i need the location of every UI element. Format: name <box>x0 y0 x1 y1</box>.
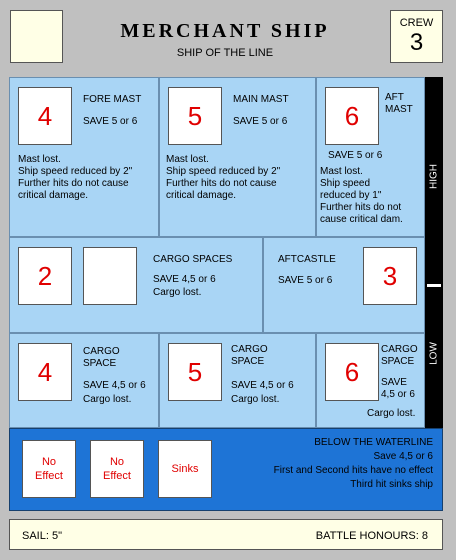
high-label: HIGH <box>428 164 440 189</box>
main-mast-number: 5 <box>168 87 222 145</box>
cargo-space-2-label: CARGO SPACE <box>231 344 268 367</box>
ship-title: MERCHANT SHIP <box>120 20 330 42</box>
aft-mast-section[interactable] <box>316 77 425 237</box>
waterline-save: Save 4,5 or 6 <box>373 451 433 462</box>
ship-board <box>9 77 443 511</box>
cargo-spaces-label: CARGO SPACES <box>153 254 233 265</box>
cargo-space-2-save: SAVE 4,5 or 6 <box>231 380 294 391</box>
cargo-space-3-section[interactable] <box>316 333 425 428</box>
cargo-spaces-number: 2 <box>18 247 72 305</box>
fore-mast-section[interactable] <box>9 77 159 237</box>
height-marker <box>427 284 441 287</box>
cargo-space-2-effect: Cargo lost. <box>231 394 280 405</box>
aft-mast-effect: Mast lost. Ship speed reduced by 1" Further hits do not cause critical dam. <box>320 166 403 225</box>
fore-mast-save: SAVE 5 or 6 <box>83 116 138 127</box>
cargo-space-3-label: CARGO SPACE <box>381 344 418 367</box>
aftcastle-section[interactable] <box>263 237 425 333</box>
crew-box <box>390 10 443 63</box>
cargo-space-1-effect: Cargo lost. <box>83 394 132 405</box>
crew-label: CREW <box>399 17 434 29</box>
cargo-space-1-save: SAVE 4,5 or 6 <box>83 380 146 391</box>
waterline-line2: Third hit sinks ship <box>350 479 433 490</box>
cargo-space-3-effect: Cargo lost. <box>367 408 416 419</box>
cargo-space-2-section[interactable] <box>159 333 316 428</box>
cargo-space-2-number: 5 <box>168 343 222 401</box>
aftcastle-save: SAVE 5 or 6 <box>278 275 333 286</box>
main-mast-label: MAIN MAST <box>233 94 289 105</box>
waterline-hit-2[interactable]: No Effect <box>90 440 144 498</box>
low-label: LOW <box>428 342 440 365</box>
sail-value: SAIL: 5" <box>22 530 62 542</box>
cargo-spaces-section[interactable] <box>9 237 263 333</box>
waterline-title: BELOW THE WATERLINE <box>314 437 433 448</box>
waterline-line1: First and Second hits have no effect <box>273 465 433 476</box>
cargo-spaces-empty-box <box>83 247 137 305</box>
fore-mast-label: FORE MAST <box>83 94 142 105</box>
cargo-spaces-effect: Cargo lost. <box>153 287 202 298</box>
footer-bar <box>9 519 443 550</box>
battle-honours-value: BATTLE HONOURS: 8 <box>315 530 428 542</box>
main-mast-effect: Mast lost. Ship speed reduced by 2" Further hits do not cause critical damage. <box>166 154 281 201</box>
cargo-space-1-label: CARGO SPACE <box>83 346 120 369</box>
below-waterline-section[interactable] <box>9 428 443 511</box>
main-mast-section[interactable] <box>159 77 316 237</box>
aftcastle-label: AFTCASTLE <box>278 254 336 265</box>
aftcastle-number: 3 <box>363 247 417 305</box>
cargo-space-1-section[interactable] <box>9 333 159 428</box>
aft-mast-number: 6 <box>325 87 379 145</box>
main-mast-save: SAVE 5 or 6 <box>233 116 288 127</box>
cargo-space-1-number: 4 <box>18 343 72 401</box>
fore-mast-number: 4 <box>18 87 72 145</box>
cargo-space-3-number: 6 <box>325 343 379 401</box>
cargo-spaces-save: SAVE 4,5 or 6 <box>153 274 216 285</box>
crew-value: 3 <box>409 29 424 56</box>
cargo-space-3-save: SAVE 4,5 or 6 <box>381 377 415 400</box>
aft-mast-save: SAVE 5 or 6 <box>328 150 383 161</box>
fore-mast-effect: Mast lost. Ship speed reduced by 2" Further hits do not cause critical damage. <box>18 154 133 201</box>
waterline-hit-3[interactable]: Sinks <box>158 440 212 498</box>
ship-subtitle: SHIP OF THE LINE <box>176 47 274 59</box>
height-indicator-strip <box>425 77 443 428</box>
ship-portrait-box <box>10 10 63 63</box>
aft-mast-label: AFT MAST <box>385 92 413 115</box>
waterline-hit-1[interactable]: No Effect <box>22 440 76 498</box>
